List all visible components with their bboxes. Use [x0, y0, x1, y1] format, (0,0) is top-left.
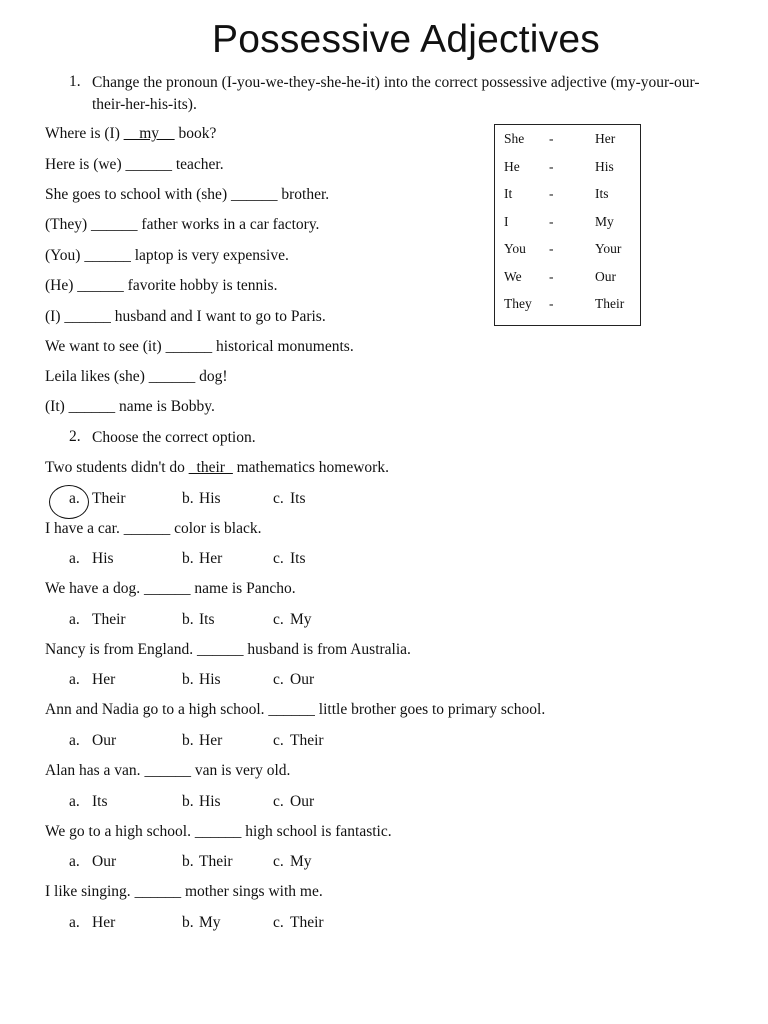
option-letter: c.: [273, 731, 284, 749]
adjective-cell: Her: [595, 131, 616, 146]
adjective-cell: Your: [595, 241, 622, 256]
option-letter: b.: [182, 671, 194, 689]
section-1-instruction: Change the pronoun (I-you-we-they-she-he-it) into the correct possessive adjective (my-your-our-their-her-his-its).: [92, 74, 700, 113]
question-sentence: [45, 640, 411, 660]
dash-cell: -: [549, 186, 554, 201]
answer-circle-mark: [49, 485, 89, 519]
sentence-text: name is Pancho.: [190, 580, 296, 598]
answer-blank: ______: [196, 640, 244, 658]
sentence-text: laptop is very expensive.: [130, 247, 289, 264]
pronoun-cell: We: [504, 268, 522, 284]
sentence-text: Two students didn't do: [45, 459, 189, 476]
sentence-text: little brother goes to primary school.: [314, 701, 546, 719]
sentence-text: favorite hobby is tennis.: [123, 277, 278, 294]
option-text: His: [199, 671, 221, 689]
sentence-text: (He): [45, 277, 78, 294]
answer-blank: __my__: [123, 125, 175, 142]
option-text: Their: [92, 489, 126, 507]
dash-cell: -: [549, 131, 554, 146]
option-text: Her: [92, 913, 116, 931]
dash-cell: -: [549, 296, 554, 311]
sentence-text: Where is (I): [45, 125, 124, 142]
sentence-text: (You): [45, 247, 85, 264]
option-letter: b.: [182, 853, 194, 871]
answer-blank: ______: [134, 883, 182, 901]
question-sentence: [45, 519, 262, 539]
option-text: Our: [92, 853, 117, 871]
sentence-text: We have a dog.: [45, 580, 145, 598]
dash-cell: -: [549, 213, 554, 229]
pronoun-cell: She: [504, 131, 525, 146]
pronoun-cell: You: [504, 241, 526, 256]
answer-blank: ______: [165, 338, 213, 355]
option-letter: b.: [182, 913, 194, 931]
sentence-text: (They): [45, 216, 92, 233]
reference-row: [495, 239, 640, 259]
option-text: His: [199, 489, 221, 507]
question-sentence: [45, 822, 392, 842]
option-letter: c.: [273, 489, 284, 507]
answer-blank: ______: [194, 822, 242, 840]
sentence-text: father works in a car factory.: [137, 216, 320, 233]
exercise-sentence: [45, 337, 354, 357]
option-text: Her: [199, 731, 223, 749]
option-text: Their: [92, 610, 126, 628]
sentence-text: book?: [174, 125, 217, 142]
option-letter: c.: [273, 610, 284, 628]
pronoun-cell: It: [504, 186, 513, 201]
exercise-sentence: [45, 367, 228, 387]
sentence-text: husband is from Australia.: [243, 640, 411, 658]
option-letter: a.: [69, 792, 80, 810]
page-title: Possessive Adjectives: [212, 18, 600, 61]
answer-blank: ______: [148, 368, 196, 385]
option-text: Its: [199, 610, 215, 628]
option-letter: b.: [182, 550, 194, 568]
option-text: Its: [290, 489, 306, 507]
dash-cell: -: [549, 158, 554, 174]
sentence-text: (I): [45, 308, 65, 325]
reference-row: [495, 184, 640, 204]
sentence-text: I like singing.: [45, 883, 135, 901]
answer-blank: _their_: [188, 459, 233, 476]
option-text: Their: [290, 731, 324, 749]
answer-blank: ______: [125, 156, 172, 173]
sentence-text: We go to a high school.: [45, 822, 195, 840]
option-text: Our: [92, 731, 117, 749]
sentence-text: Here is (we): [45, 156, 126, 173]
option-letter: c.: [273, 550, 284, 568]
exercise-sentence: [45, 124, 216, 144]
reference-row: [495, 212, 640, 232]
adjective-cell: Their: [595, 296, 625, 311]
option-letter: b.: [182, 489, 194, 507]
exercise-sentence: [45, 276, 277, 296]
sentence-text: brother.: [277, 186, 330, 203]
sentence-text: mother sings with me.: [181, 883, 323, 901]
adjective-cell: My: [595, 213, 614, 229]
option-letter: a.: [69, 853, 80, 871]
option-letter: b.: [182, 792, 194, 810]
option-letter: c.: [273, 913, 284, 931]
answer-blank: ______: [68, 398, 116, 415]
sentence-text: high school is fantastic.: [241, 822, 392, 840]
option-letter: a.: [69, 731, 80, 749]
sentence-text: mathematics homework.: [232, 459, 389, 476]
option-letter: a.: [69, 671, 80, 689]
sentence-text: dog!: [195, 368, 228, 385]
answer-blank: ______: [123, 519, 171, 537]
sentence-text: (It): [45, 398, 69, 415]
answer-blank: ______: [64, 308, 111, 325]
dash-cell: -: [549, 268, 554, 284]
adjective-cell: Its: [595, 186, 609, 201]
option-text: My: [290, 853, 312, 871]
option-letter: a.: [69, 913, 80, 931]
option-text: My: [199, 913, 221, 931]
exercise-sentence: [45, 215, 319, 235]
option-letter: a.: [69, 550, 80, 568]
option-text: Its: [92, 792, 108, 810]
sentence-text: color is black.: [170, 519, 262, 537]
sentence-text: Alan has a van.: [45, 762, 145, 779]
adjective-cell: Our: [595, 268, 616, 284]
section-2-number: 2.: [69, 428, 81, 445]
answer-blank: ______: [91, 216, 138, 233]
exercise-sentence: [45, 246, 289, 266]
option-letter: a.: [69, 610, 80, 628]
reference-row: [495, 294, 640, 314]
option-text: Our: [290, 671, 315, 689]
section-2-instruction: Choose the correct option.: [92, 429, 256, 446]
pronoun-cell: I: [504, 213, 509, 229]
option-text: Its: [290, 550, 306, 568]
answer-blank: ______: [268, 701, 315, 719]
question-sentence: [45, 761, 290, 781]
sentence-text: Nancy is from England.: [45, 640, 197, 658]
option-text: Their: [290, 913, 324, 931]
reference-row: [495, 157, 640, 177]
sentence-text: I have a car.: [45, 519, 124, 537]
answer-blank: ______: [77, 277, 124, 294]
reference-table: [494, 124, 641, 326]
option-text: His: [92, 550, 114, 568]
option-letter: b.: [182, 731, 194, 749]
option-letter: c.: [273, 671, 284, 689]
exercise-sentence: [45, 397, 215, 417]
exercise-sentence: [45, 185, 329, 205]
pronoun-cell: He: [504, 158, 520, 174]
question-sentence: [45, 700, 545, 720]
reference-row: [495, 129, 640, 149]
sentence-text: name is Bobby.: [115, 398, 215, 415]
option-letter: c.: [273, 792, 284, 810]
sentence-text: Ann and Nadia go to a high school.: [45, 701, 269, 719]
answer-blank: ______: [144, 580, 191, 598]
answer-blank: ______: [230, 186, 278, 203]
question-sentence: [45, 458, 389, 478]
dash-cell: -: [549, 241, 554, 256]
sentence-text: husband and I want to go to Paris.: [110, 308, 326, 325]
sentence-text: historical monuments.: [212, 338, 354, 355]
option-text: My: [290, 610, 312, 628]
sentence-text: van is very old.: [190, 762, 291, 779]
sentence-text: We want to see (it): [45, 338, 166, 355]
question-sentence: [45, 579, 296, 599]
option-letter: a.: [69, 489, 80, 507]
pronoun-cell: They: [504, 296, 532, 311]
section-1-number: 1.: [69, 73, 81, 90]
adjective-cell: His: [595, 158, 614, 174]
reference-row: [495, 267, 640, 287]
answer-blank: ______: [84, 247, 131, 264]
option-text: Their: [199, 853, 233, 871]
sentence-text: She goes to school with (she): [45, 186, 231, 203]
option-text: His: [199, 792, 221, 810]
option-text: Her: [92, 671, 116, 689]
option-letter: b.: [182, 610, 194, 628]
sentence-text: Leila likes (she): [45, 368, 149, 385]
option-text: Our: [290, 792, 315, 810]
answer-blank: ______: [144, 762, 191, 779]
option-text: Her: [199, 550, 223, 568]
exercise-sentence: [45, 155, 224, 175]
sentence-text: teacher.: [171, 156, 224, 173]
exercise-sentence: [45, 307, 326, 327]
question-sentence: [45, 882, 323, 902]
option-letter: c.: [273, 853, 284, 871]
